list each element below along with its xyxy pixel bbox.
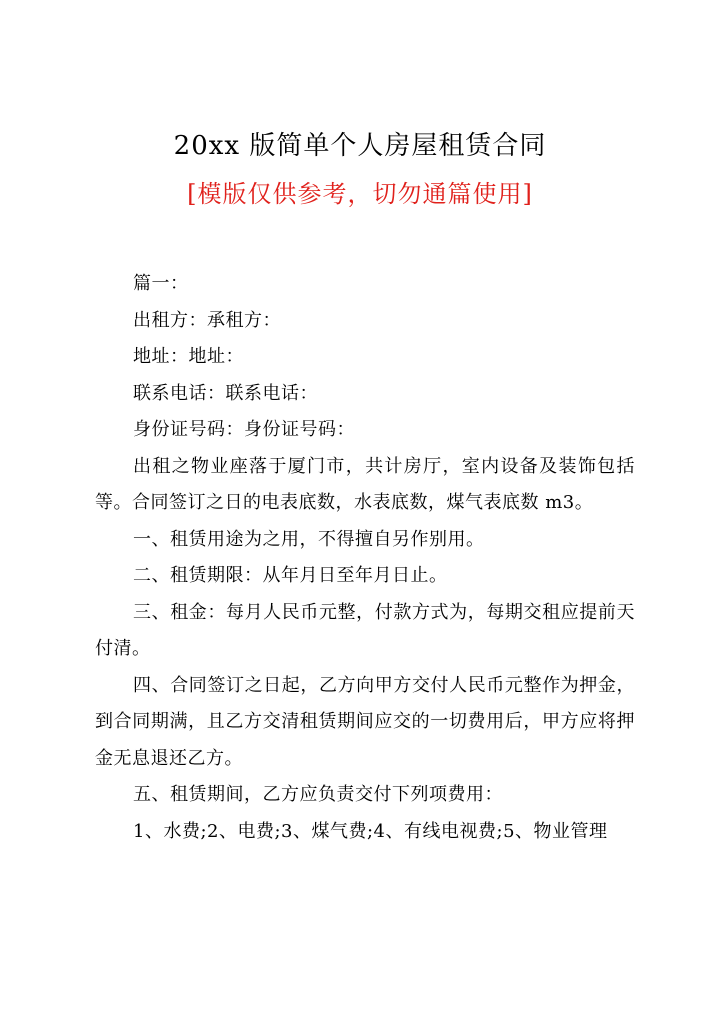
paragraph-clause-2: 二、租赁期限：从年月日至年月日止。 bbox=[133, 565, 448, 586]
paragraph-phone: 联系电话：联系电话： bbox=[133, 382, 318, 404]
document-title: 20xx 版简单个人房屋租赁合同 bbox=[173, 131, 547, 161]
paragraph-clause-5: 五、租赁期间，乙方应负责交付下列项费用： bbox=[133, 784, 503, 805]
document-subtitle: [模版仅供参考，切勿通篇使用] bbox=[187, 180, 533, 208]
paragraph-property-location: 出租之物业座落于厦门市，共计房厅，室内设备及装饰包括等。合同签订之日的电表底数，水表底数，煤气表底数 m3。 bbox=[95, 455, 635, 513]
paragraph-id-number: 身份证号码：身份证号码： bbox=[133, 419, 355, 440]
paragraph-fee-list: 1、水费;2、电费;3、煤气费;4、有线电视费;5、物业管理 bbox=[133, 820, 608, 842]
document-body bbox=[95, 266, 635, 850]
paragraph-address: 地址：地址： bbox=[133, 346, 244, 367]
paragraph-clause-3: 三、租金：每月人民币元整，付款方式为，每期交租应提前天付清。 bbox=[95, 601, 635, 659]
paragraph-parties: 出租方：承租方： bbox=[133, 309, 281, 331]
paragraph-section-heading: 篇一： bbox=[133, 273, 189, 294]
paragraph-clause-4: 四、合同签订之日起，乙方向甲方交付人民币元整作为押金，到合同期满，且乙方交清租赁期间应交的一切费用后，甲方应将押金无息退还乙方。 bbox=[95, 674, 635, 769]
paragraph-clause-1: 一、租赁用途为之用，不得擅自另作别用。 bbox=[133, 528, 485, 550]
